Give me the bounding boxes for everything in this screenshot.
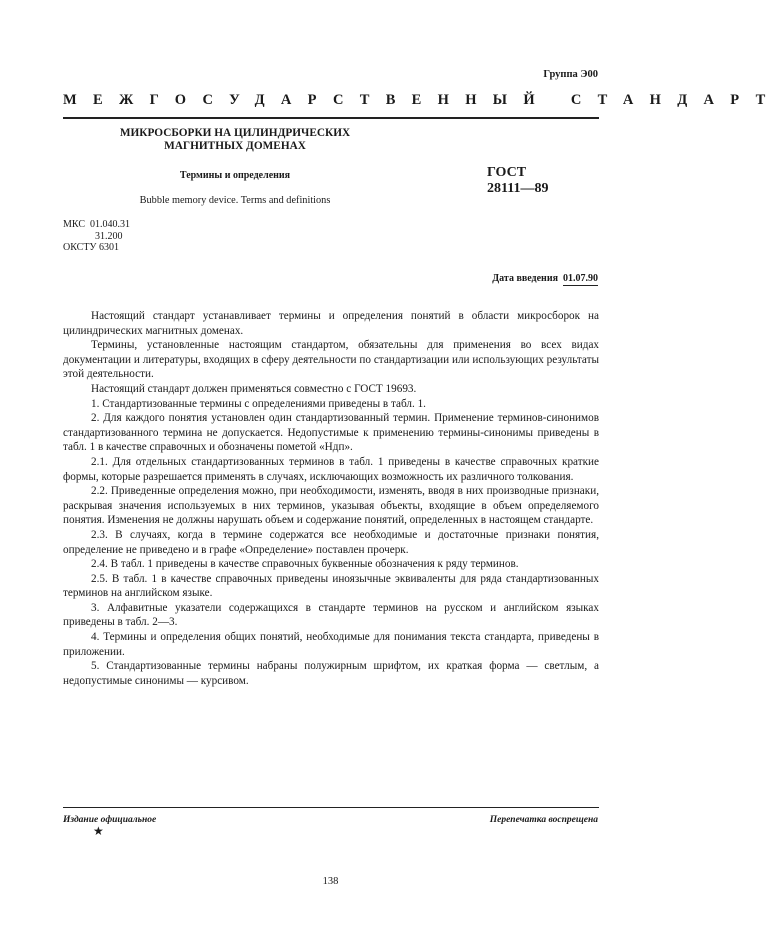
mks-label: МКС — [63, 219, 85, 230]
document-title — [80, 127, 390, 153]
title-line-1: МИКРОСБОРКИ НА ЦИЛИНДРИЧЕСКИХ — [119, 127, 351, 139]
english-title: Bubble memory device. Terms and definitions — [139, 195, 331, 206]
standard-banner: МЕЖГОСУДАРСТВЕННЫЙ СТАНДАРТ — [63, 92, 782, 108]
paragraph: 2.1. Для отдельных стандартизованных терминов в табл. 1 приведены в качестве справочных краткие формы, которые разрешается применять в случаях, исключающих возможность их различного толкования. — [63, 455, 599, 483]
paragraph: 2. Для каждого понятия установлен один стандартизованный термин. Применение терминов-синонимов стандартизованного термина не допускается. Недопустимые к применению термины-синонимы приведены в табл. 1 в качестве справочных и обозначены пометой «Ндп». — [63, 412, 599, 454]
introduction-date — [492, 273, 598, 284]
reprint-prohibited-label: Перепечатка воспрещена — [489, 815, 598, 825]
gost-label: ГОСТ — [487, 165, 527, 180]
paragraph: 2.5. В табл. 1 в качестве справочных приведены иноязычные эквиваленты для ряда стандартизованных терминов на английском языке. — [63, 572, 599, 600]
paragraph: 4. Термины и определения общих понятий, необходимые для понимания текста стандарта, приведены в приложении. — [63, 631, 599, 658]
paragraph: Настоящий стандарт устанавливает термины и определения понятий в области микросборок на цилиндрических магнитных доменах. — [63, 310, 599, 337]
title-line-2: МАГНИТНЫХ ДОМЕНАХ — [164, 140, 306, 152]
paragraph: 2.2. Приведенные определения можно, при необходимости, изменять, вводя в них производные признаки, раскрывая значения используемых в них терминов, указывая объекты, входящие в объем определяемого понятия. Изменения не должны нарушать объем и содержание понятий, определенных в настоящем стандарте. — [63, 485, 599, 527]
okstu-code: ОКСТУ 6301 — [63, 242, 120, 253]
page-number: 138 — [322, 876, 339, 887]
date-value: 01.07.90 — [563, 273, 598, 284]
official-edition-label: Издание официальное — [63, 815, 157, 825]
mks-code: 01.040.31 — [89, 219, 130, 230]
paragraph: 1. Стандартизованные термины с определениями приведены в табл. 1. — [91, 397, 426, 410]
header-divider — [63, 117, 599, 119]
document-subtitle: Термины и определения — [179, 170, 291, 181]
gost-number: 28111—89 — [487, 181, 549, 196]
group-label: Группа Э00 — [543, 69, 598, 80]
gost-designation — [487, 165, 548, 197]
date-label: Дата введения — [492, 273, 558, 284]
paragraph: 2.3. В случаях, когда в термине содержатся все необходимые и достаточные признаки понятия, определение не приведено и в графе «Определение» поставлен прочерк. — [63, 528, 599, 556]
paragraph: Термины, установленные настоящим стандартом, обязательны для применения во всех видах документации и литературы, входящих в сферу деятельности по стандартизации или использующих результаты этой деятельности. — [63, 339, 599, 381]
classification-codes — [63, 219, 130, 254]
paragraph: 2.4. В табл. 1 приведены в качестве справочных буквенные обозначения к ряду терминов. — [91, 558, 519, 571]
body-text — [63, 309, 599, 688]
paragraph: Настоящий стандарт должен применяться совместно с ГОСТ 19693. — [91, 382, 417, 395]
paragraph: 3. Алфавитные указатели содержащихся в стандарте терминов на русском и английском языках приведены в табл. 2—3. — [63, 601, 599, 629]
mks-code-2: 31.200 — [95, 230, 123, 242]
star-icon: ★ — [93, 824, 104, 838]
footer-divider — [63, 807, 599, 808]
paragraph: 5. Стандартизованные термины набраны полужирным шрифтом, их краткая форма — светлым, а недопустимые синонимы — курсивом. — [63, 660, 599, 687]
